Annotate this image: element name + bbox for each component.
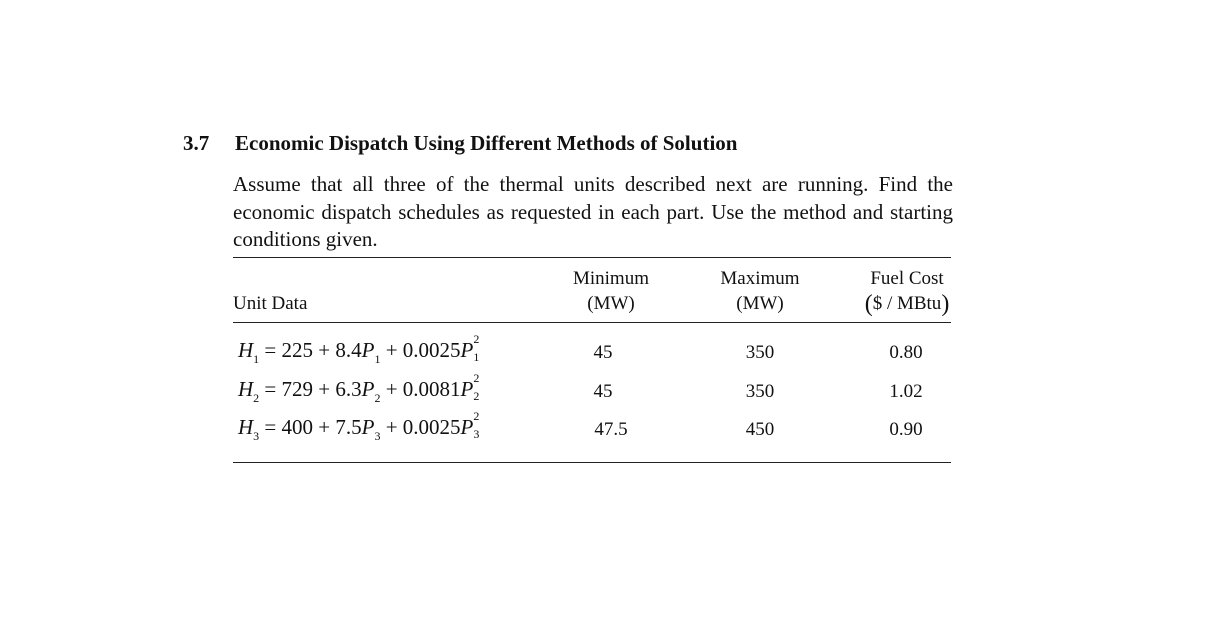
equation-power-var: P [361,377,375,401]
equation-index: 3 [253,429,260,443]
equation-power-var-2: P [460,415,474,439]
fuel-unit-text: $ / MBtu [872,293,942,314]
minimum-cell: 47.5 [594,419,628,440]
header-unit-data: Unit Data [233,293,308,314]
header-fuel-cost [847,266,967,317]
equation-power-index-2: 1 [473,350,480,364]
header-minimum [551,266,671,316]
equation-constant-terms: = 225 + 8.4 [259,338,362,362]
maximum-cell: 350 [745,381,775,402]
heat-rate-equation [238,332,483,367]
section-heading [183,131,737,156]
equation-power-index-2: 3 [473,427,480,441]
header-fuel-cost-label: Fuel Cost [870,268,944,289]
equation-variable: H [238,415,254,439]
equation-power-index: 3 [374,429,381,443]
equation-constant-terms: = 729 + 6.3 [259,377,362,401]
header-maximum-unit: (MW) [736,293,784,314]
equation-power-var: P [361,415,375,439]
heat-rate-equation [238,409,483,444]
equation-power-index: 2 [374,391,381,405]
header-minimum-label: Minimum [572,268,649,289]
heat-rate-equation [238,371,483,406]
paren-close: ) [941,291,950,317]
equation-index: 1 [253,352,260,366]
fuel-cost-cell: 0.90 [889,419,923,440]
fuel-cost-cell: 0.80 [889,342,923,363]
equation-exponent: 2 [473,332,480,346]
equation-subsup [473,409,483,441]
equation-exponent: 2 [473,371,480,385]
maximum-cell: 450 [745,419,775,440]
minimum-cell: 45 [593,342,613,363]
equation-exponent: 2 [473,409,480,423]
maximum-cell: 350 [745,342,775,363]
equation-subsup [473,371,483,403]
equation-index: 2 [253,391,260,405]
header-maximum-label: Maximum [720,268,800,289]
equation-power-index-2: 2 [473,389,480,403]
paren-open: ( [864,291,873,317]
problem-statement: Assume that all three of the thermal units described next are running. Find the economic dispatch schedules as requested in each part. Use the method and starting conditions given. [233,172,953,251]
equation-variable: H [238,377,254,401]
fuel-cost-cell: 1.02 [889,381,923,402]
equation-constant-terms: = 400 + 7.5 [259,415,362,439]
minimum-cell: 45 [593,381,613,402]
table-header-rule [233,322,951,323]
header-maximum [700,266,820,316]
table-bottom-rule [233,462,951,463]
table-top-rule [233,257,951,258]
equation-quadratic-coef: + 0.0081 [380,377,461,401]
equation-power-var: P [361,338,375,362]
equation-subsup [473,332,483,364]
equation-quadratic-coef: + 0.0025 [380,415,461,439]
table-row [233,371,953,415]
table-row [233,332,953,376]
equation-variable: H [238,338,254,362]
section-title: Economic Dispatch Using Different Methods of Solution [235,131,738,155]
header-fuel-cost-unit [847,291,967,317]
table-row [233,409,953,453]
equation-power-index: 1 [374,352,381,366]
equation-power-var-2: P [460,377,474,401]
equation-power-var-2: P [460,338,474,362]
equation-quadratic-coef: + 0.0025 [380,338,461,362]
section-number: 3.7 [183,131,210,155]
header-minimum-unit: (MW) [587,293,635,314]
